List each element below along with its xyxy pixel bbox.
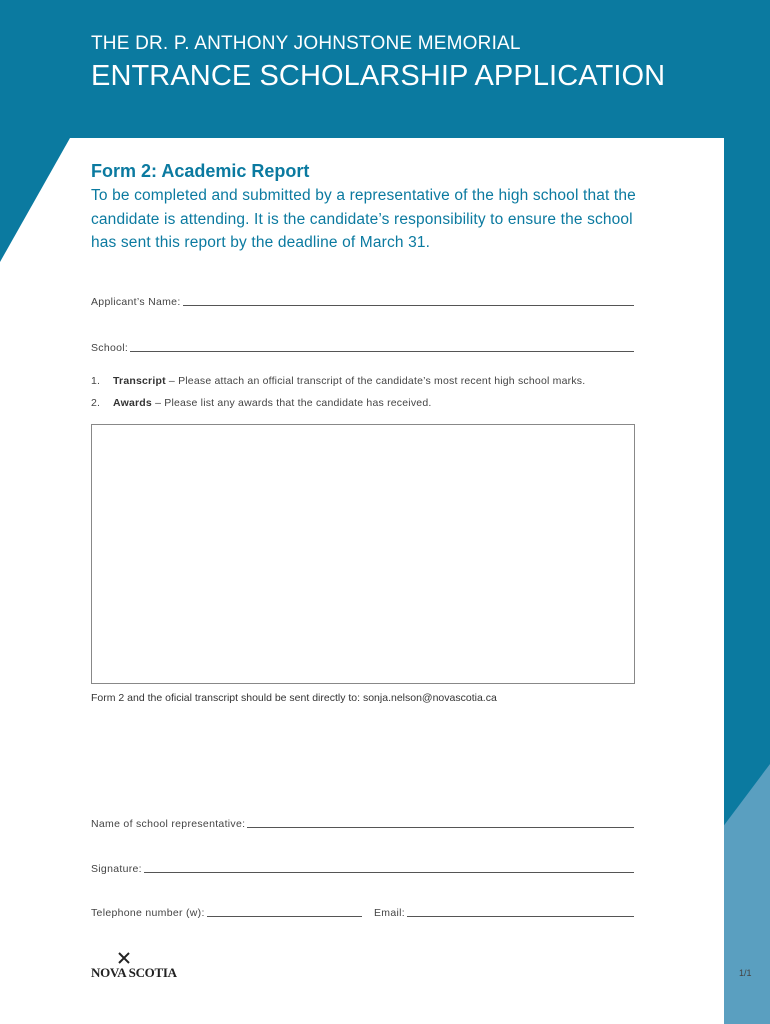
school-field[interactable]: [91, 342, 634, 354]
nova-scotia-logo-icon: [91, 951, 181, 981]
form-intro: To be completed and submitted by a representative of the high school that the candidate is attending. It is the candidate’s responsibility to ensure the school has sent this report by the deadline of March 31.: [91, 187, 636, 251]
telephone-label: Telephone number (w):: [91, 907, 205, 919]
signature-line[interactable]: [144, 872, 634, 873]
applicant-name-label: Applicant’s Name:: [91, 296, 181, 308]
email-label: Email:: [374, 907, 405, 919]
signature-label: Signature:: [91, 863, 142, 875]
school-line[interactable]: [130, 351, 634, 352]
list-item-title: Transcript: [113, 375, 166, 387]
send-note: Form 2 and the oficial transcript should be sent directly to: sonja.nelson@novascotia.ca: [91, 692, 497, 704]
list-item-number: 1.: [91, 375, 101, 387]
list-item: [91, 375, 585, 397]
telephone-line[interactable]: [207, 916, 362, 917]
email-line[interactable]: [407, 916, 634, 917]
telephone-field[interactable]: [91, 907, 362, 919]
representative-field[interactable]: [91, 818, 634, 830]
header-title: ENTRANCE SCHOLARSHIP APPLICATION: [91, 60, 666, 92]
header-subtitle: THE DR. P. ANTHONY JOHNSTONE MEMORIAL: [91, 33, 521, 54]
email-field[interactable]: [374, 907, 634, 919]
logo-text: NOVA SCOTIA: [91, 965, 177, 980]
applicant-name-line[interactable]: [183, 305, 634, 306]
school-label: School:: [91, 342, 129, 354]
list-item-number: 2.: [91, 397, 101, 409]
list-item-title: Awards: [113, 397, 152, 409]
list-item-text: – Please attach an official transcript of the candidate’s most recent high school marks.: [168, 375, 586, 387]
instructions-list: [91, 375, 585, 419]
list-item-text: – Please list any awards that the candidate has received.: [155, 397, 432, 409]
representative-line[interactable]: [247, 827, 634, 828]
awards-textarea[interactable]: [91, 424, 635, 684]
list-item: [91, 397, 585, 419]
saltire-icon: [91, 951, 181, 965]
signature-field[interactable]: [91, 863, 634, 875]
page-number: 1/1: [739, 968, 752, 978]
representative-label: Name of school representative:: [91, 818, 246, 830]
applicant-name-field[interactable]: [91, 296, 634, 308]
form-title: Form 2: Academic Report: [91, 161, 310, 181]
